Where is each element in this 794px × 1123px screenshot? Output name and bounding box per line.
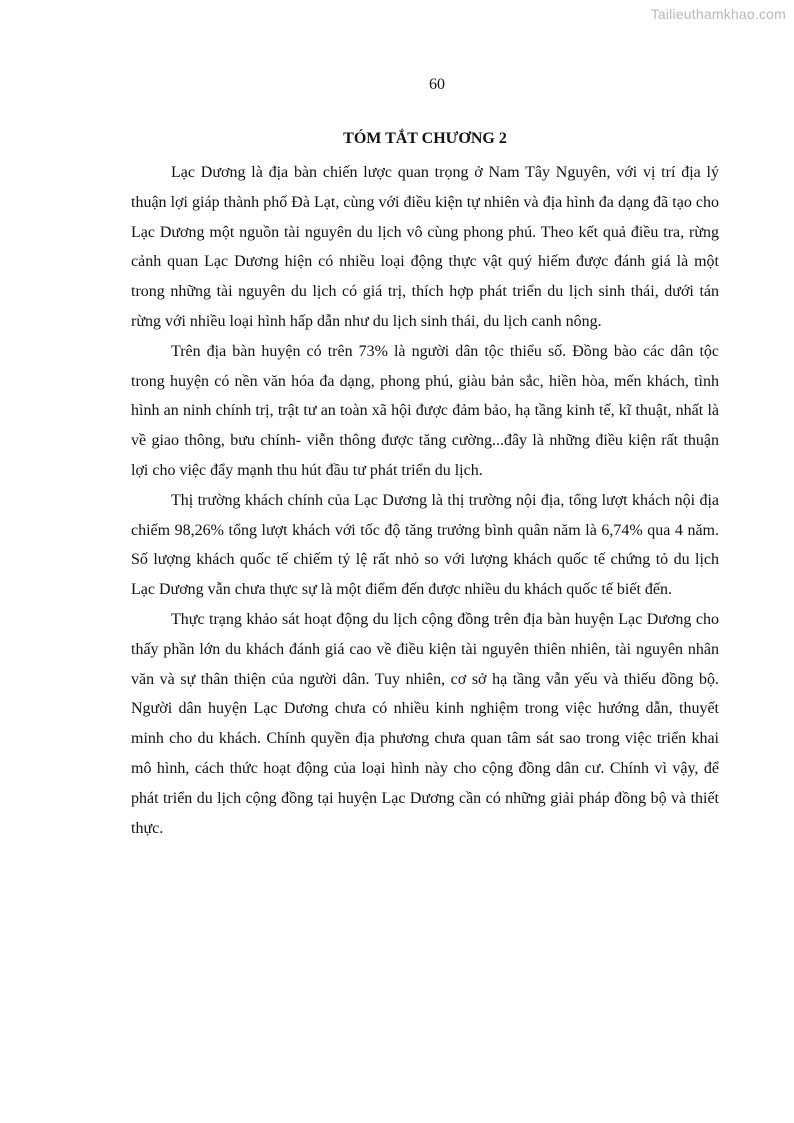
paragraph-3: Thị trường khách chính của Lạc Dương là thị trường nội địa, tổng lượt khách nội địa chiếm 98,26% tổng lượt khách với tốc độ tăng trưởng bình quân năm là 6,74% qua 4 năm. Số lượng khách quốc tế chiếm tỷ lệ rất nhỏ so với lượng khách quốc tế chứng tỏ du lịch Lạc Dương vẫn chưa thực sự là một điểm đến được nhiều du khách quốc tế biết đến. [131, 491, 719, 599]
paragraph-4: Thực trạng khảo sát hoạt động du lịch cộng đồng trên địa bàn huyện Lạc Dương cho thấy phần lớn du khách đánh giá cao về điều kiện tài nguyên thiên nhiên, tài nguyên nhân văn và sự thân thiện của người dân. Tuy nhiên, cơ sở hạ tầng vẫn yếu và thiếu đồng bộ. Người dân huyện Lạc Dương chưa có nhiều kinh nghiệm trong việc hướng dẫn, thuyết minh cho du khách. Chính quyền địa phương chưa quan tâm sát sao trong việc triển khai mô hình, cách thức hoạt động của loại hình này cho cộng đồng dân cư. Chính vì vậy, để phát triển du lịch cộng đồng tại huyện Lạc Dương cần có những giải pháp đồng bộ và thiết thực. [131, 610, 719, 837]
chapter-title: TÓM TẮT CHƯƠNG 2 [343, 130, 507, 147]
document-body [131, 126, 719, 843]
watermark: Tailieuthamkhao.com [650, 6, 786, 22]
page-number: 60 [429, 76, 445, 93]
paragraph-2: Trên địa bàn huyện có trên 73% là người dân tộc thiểu số. Đồng bào các dân tộc trong huyện có nền văn hóa đa dạng, phong phú, giàu bản sắc, hiền hòa, mến khách, tình hình an ninh chính trị, trật tư an toàn xã hội được đảm bảo, hạ tầng kinh tế, kĩ thuật, nhất là về giao thông, bưu chính- viễn thông được tăng cường...đây là những điều kiện rất thuận lợi cho việc đẩy mạnh thu hút đầu tư phát triển du lịch. [131, 342, 719, 479]
paragraph-1: Lạc Dương là địa bàn chiến lược quan trọng ở Nam Tây Nguyên, với vị trí địa lý thuận lợi giáp thành phố Đà Lạt, cùng với điều kiện tự nhiên và địa hình đa dạng đã tạo cho Lạc Dương một nguồn tài nguyên du lịch vô cùng phong phú. Theo kết quả điều tra, rừng cảnh quan Lạc Dương hiện có nhiều loại động thực vật quý hiếm được đánh giá là một trong những tài nguyên du lịch có giá trị, thích hợp phát triển du lịch sinh thái, dưới tán rừng với nhiều loại hình hấp dẫn như du lịch sinh thái, du lịch canh nông. [131, 164, 719, 330]
